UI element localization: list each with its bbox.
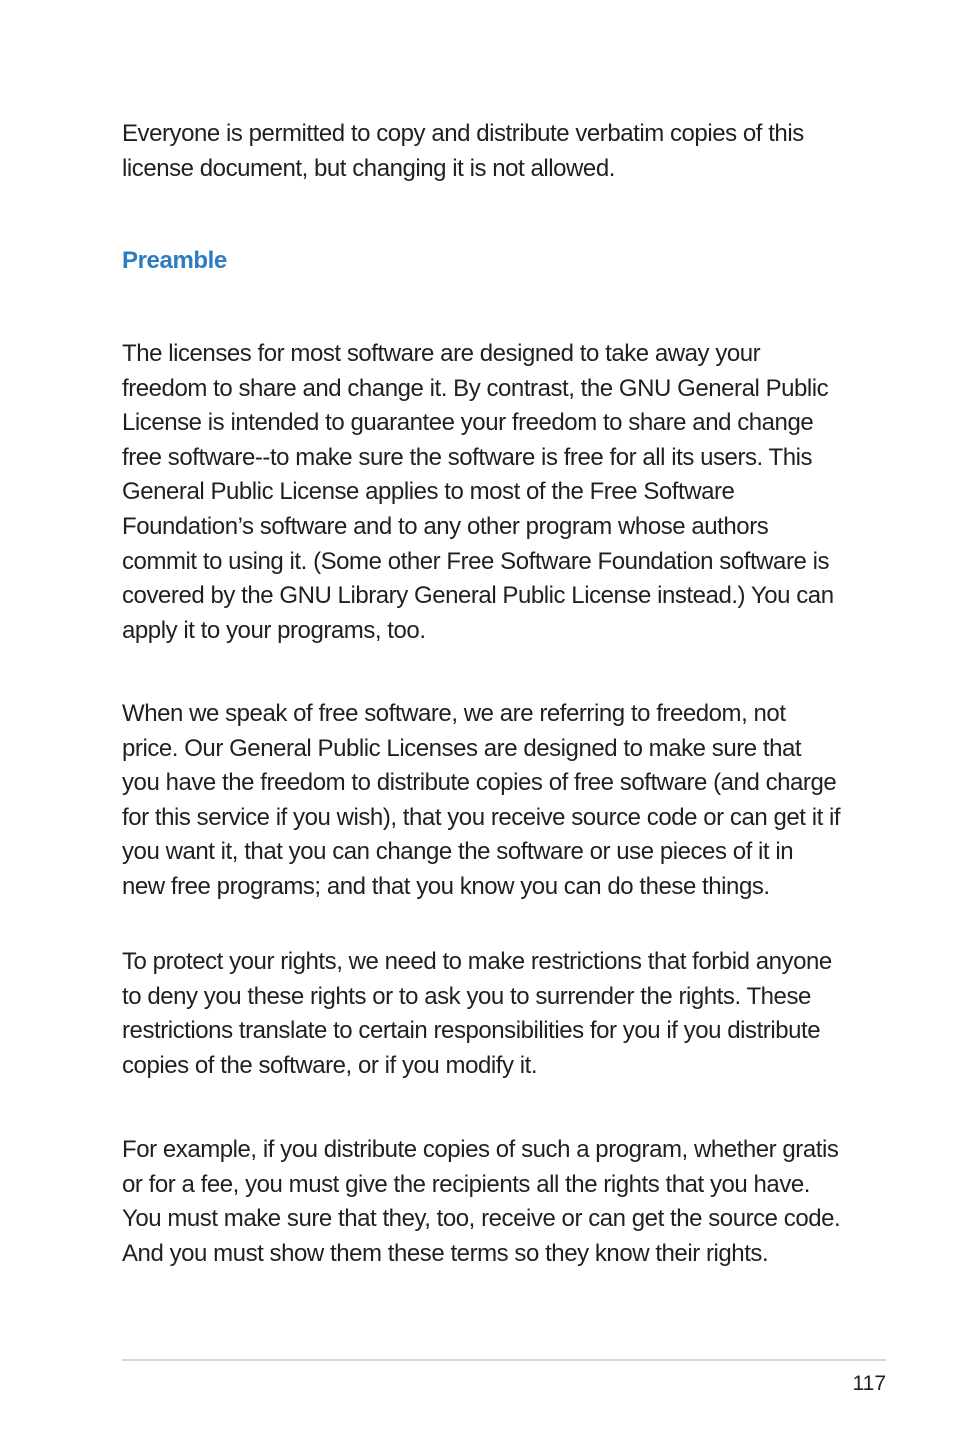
page-number: 117 (852, 1372, 886, 1395)
preamble-paragraph-3: To protect your rights, we need to make restrictions that forbid anyone to deny you these rights or to ask you to surrender the rights. These restrictions translate to certain responsibilities for you if you distribute copies of the software, or if you modify it. (122, 948, 832, 1079)
license-intro-paragraph: Everyone is permitted to copy and distribute verbatim copies of this license document, but changing it is not allowed. (122, 120, 804, 182)
preamble-paragraph-2: When we speak of free software, we are referring to freedom, not price. Our General Public Licenses are designed to make sure that you have the freedom to distribute copies of free software (and charge for this service if you wish), that you receive source code or can get it if you want it, that you can change the software or use pieces of it in new free programs; and that you know you can do these things. (122, 700, 841, 900)
preamble-paragraph-4: For example, if you distribute copies of such a program, whether gratis or for a fee, you must give the recipients all the rights that you have. You must make sure that they, too, receive or can get the source code. And you must show them these terms so they know their rights. (122, 1136, 841, 1267)
footer-divider (122, 1359, 886, 1361)
section-heading-preamble: Preamble (122, 247, 227, 274)
preamble-paragraph-1: The licenses for most software are designed to take away your freedom to share and change it. By contrast, the GNU General Public License is intended to guarantee your freedom to share and change free software--to make sure the software is free for all its users. This General Public License applies to most of the Free Software Foundation’s software and to any other program whose authors commit to using it. (Some other Free Software Foundation software is covered by the GNU Library General Public License instead.) You can apply it to your programs, too. (122, 340, 834, 644)
